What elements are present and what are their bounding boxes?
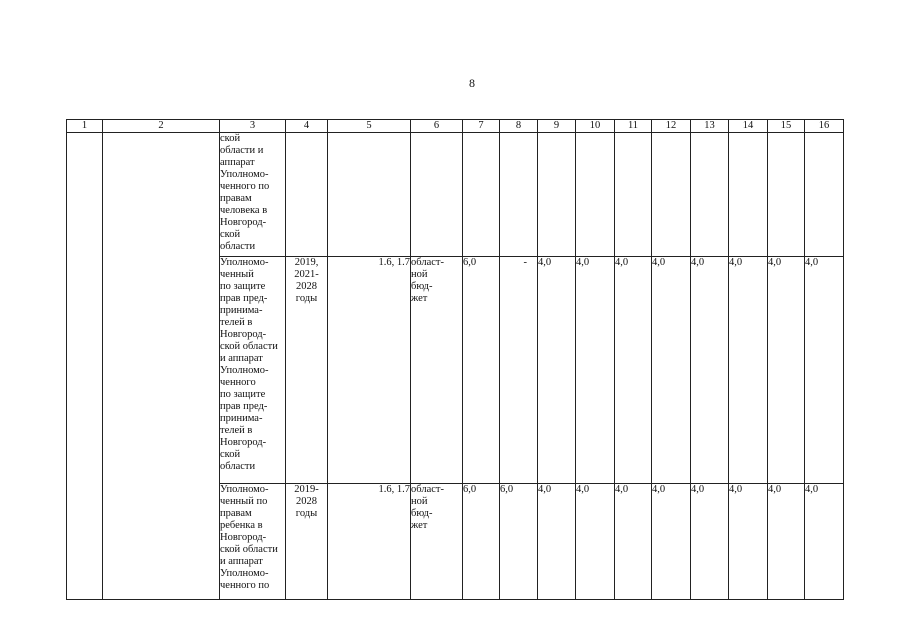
page-number: 8: [469, 76, 475, 90]
cell-line: Уполномо-: [220, 568, 269, 579]
value-cell: 4,0: [652, 484, 691, 600]
table-row: [67, 133, 844, 257]
value-cell: 4,0: [691, 257, 729, 484]
cell-line: годы: [295, 293, 318, 304]
cell-line: области: [220, 461, 256, 472]
cell-line: 2028: [296, 281, 317, 292]
header-cell: 2: [103, 120, 220, 133]
value-cell: 4,0: [691, 484, 729, 600]
number-cell: [67, 133, 103, 600]
value-cell: [615, 133, 652, 257]
cell-line: бюд-: [411, 508, 433, 519]
value-cell: 4,0: [538, 484, 576, 600]
header-cell: 11: [615, 120, 652, 133]
header-cell: 8: [500, 120, 538, 133]
targets-cell: 1.6, 1.7: [328, 257, 411, 484]
cell-line: Новгород-: [220, 217, 267, 228]
value-cell: [500, 133, 538, 257]
header-cell: 15: [768, 120, 805, 133]
cell-line: ской: [220, 229, 241, 240]
value-cell: [805, 133, 844, 257]
value-cell: 4,0: [615, 257, 652, 484]
cell-line: принима-: [220, 305, 263, 316]
cell-line: принима-: [220, 413, 263, 424]
value-cell: 6,0: [463, 484, 500, 600]
executor-cell: [220, 484, 286, 600]
header-cell: 10: [576, 120, 615, 133]
cell-line: жет: [411, 293, 428, 304]
header-cell: 5: [328, 120, 411, 133]
cell-line: 2021-: [294, 269, 319, 280]
cell-line: бюд-: [411, 281, 433, 292]
cell-line: 2028: [296, 496, 317, 507]
value-cell: 6,0: [463, 257, 500, 484]
value-cell: [729, 133, 768, 257]
value-cell: [538, 133, 576, 257]
cell-line: и аппарат: [220, 353, 263, 364]
source-cell: [411, 484, 463, 600]
cell-line: области и: [220, 145, 264, 156]
cell-line: ченный по: [220, 496, 268, 507]
value-cell: 4,0: [805, 484, 844, 600]
header-cell: 16: [805, 120, 844, 133]
cell-line: телей в: [220, 425, 253, 436]
value-cell: [576, 133, 615, 257]
cell-line: ченного по: [220, 181, 270, 192]
cell-line: Новгород-: [220, 437, 267, 448]
cell-line: област-: [411, 257, 444, 268]
value-cell: 6,0: [500, 484, 538, 600]
period-cell: [286, 484, 328, 600]
cell-line: человека в: [220, 205, 268, 216]
header-cell: 6: [411, 120, 463, 133]
cell-line: аппарат: [220, 157, 255, 168]
cell-line: Новгород-: [220, 532, 267, 543]
cell-line: и аппарат: [220, 556, 263, 567]
cell-line: жет: [411, 520, 428, 531]
cell-line: ченного: [220, 377, 256, 388]
header-cell: 9: [538, 120, 576, 133]
header-cell: 3: [220, 120, 286, 133]
header-cell: 12: [652, 120, 691, 133]
value-cell: 4,0: [576, 484, 615, 600]
period-cell: [286, 133, 328, 257]
value-cell: 4,0: [615, 484, 652, 600]
value-cell: [652, 133, 691, 257]
cell-line: телей в: [220, 317, 253, 328]
header-cell: 1: [67, 120, 103, 133]
cell-line: годы: [295, 508, 318, 519]
cell-line: прав пред-: [220, 401, 268, 412]
executor-cell: [220, 133, 286, 257]
cell-line: ной: [411, 496, 428, 507]
value-cell: 4,0: [768, 484, 805, 600]
header-cell: 13: [691, 120, 729, 133]
cell-line: правам: [220, 508, 252, 519]
header-cell: 4: [286, 120, 328, 133]
value-cell: [768, 133, 805, 257]
cell-line: ской: [220, 133, 241, 144]
cell-line: Уполномо-: [220, 484, 269, 495]
cell-line: 2019-: [294, 484, 319, 495]
program-table: [66, 119, 844, 600]
targets-cell: 1.6, 1.7: [328, 484, 411, 600]
cell-line: прав пред-: [220, 293, 268, 304]
header-cell: 7: [463, 120, 500, 133]
targets-cell: [328, 133, 411, 257]
period-cell: [286, 257, 328, 484]
cell-line: Уполномо-: [220, 169, 269, 180]
value-cell: 4,0: [652, 257, 691, 484]
header-cell: 14: [729, 120, 768, 133]
value-cell: 4,0: [538, 257, 576, 484]
value-cell: -: [500, 257, 538, 484]
source-cell: [411, 133, 463, 257]
executor-cell: [220, 257, 286, 484]
cell-line: Новгород-: [220, 329, 267, 340]
value-cell: 4,0: [729, 257, 768, 484]
header-row: [67, 120, 844, 133]
cell-line: Уполномо-: [220, 257, 269, 268]
cell-line: ребенка в: [220, 520, 263, 531]
cell-line: по защите: [220, 389, 266, 400]
value-cell: [463, 133, 500, 257]
cell-line: правам: [220, 193, 252, 204]
value-cell: 4,0: [576, 257, 615, 484]
value-cell: 4,0: [768, 257, 805, 484]
cell-line: ской области: [220, 544, 278, 555]
value-cell: 4,0: [729, 484, 768, 600]
cell-line: ной: [411, 269, 428, 280]
cell-line: 2019,: [294, 257, 319, 268]
cell-line: ской: [220, 449, 241, 460]
value-cell: [691, 133, 729, 257]
cell-line: по защите: [220, 281, 266, 292]
value-cell: 4,0: [805, 257, 844, 484]
cell-line: Уполномо-: [220, 365, 269, 376]
source-cell: [411, 257, 463, 484]
cell-line: ченный: [220, 269, 254, 280]
cell-line: ской области: [220, 341, 278, 352]
cell-line: области: [220, 241, 256, 252]
event-cell: [103, 133, 220, 600]
cell-line: област-: [411, 484, 444, 495]
cell-line: ченного по: [220, 580, 270, 591]
